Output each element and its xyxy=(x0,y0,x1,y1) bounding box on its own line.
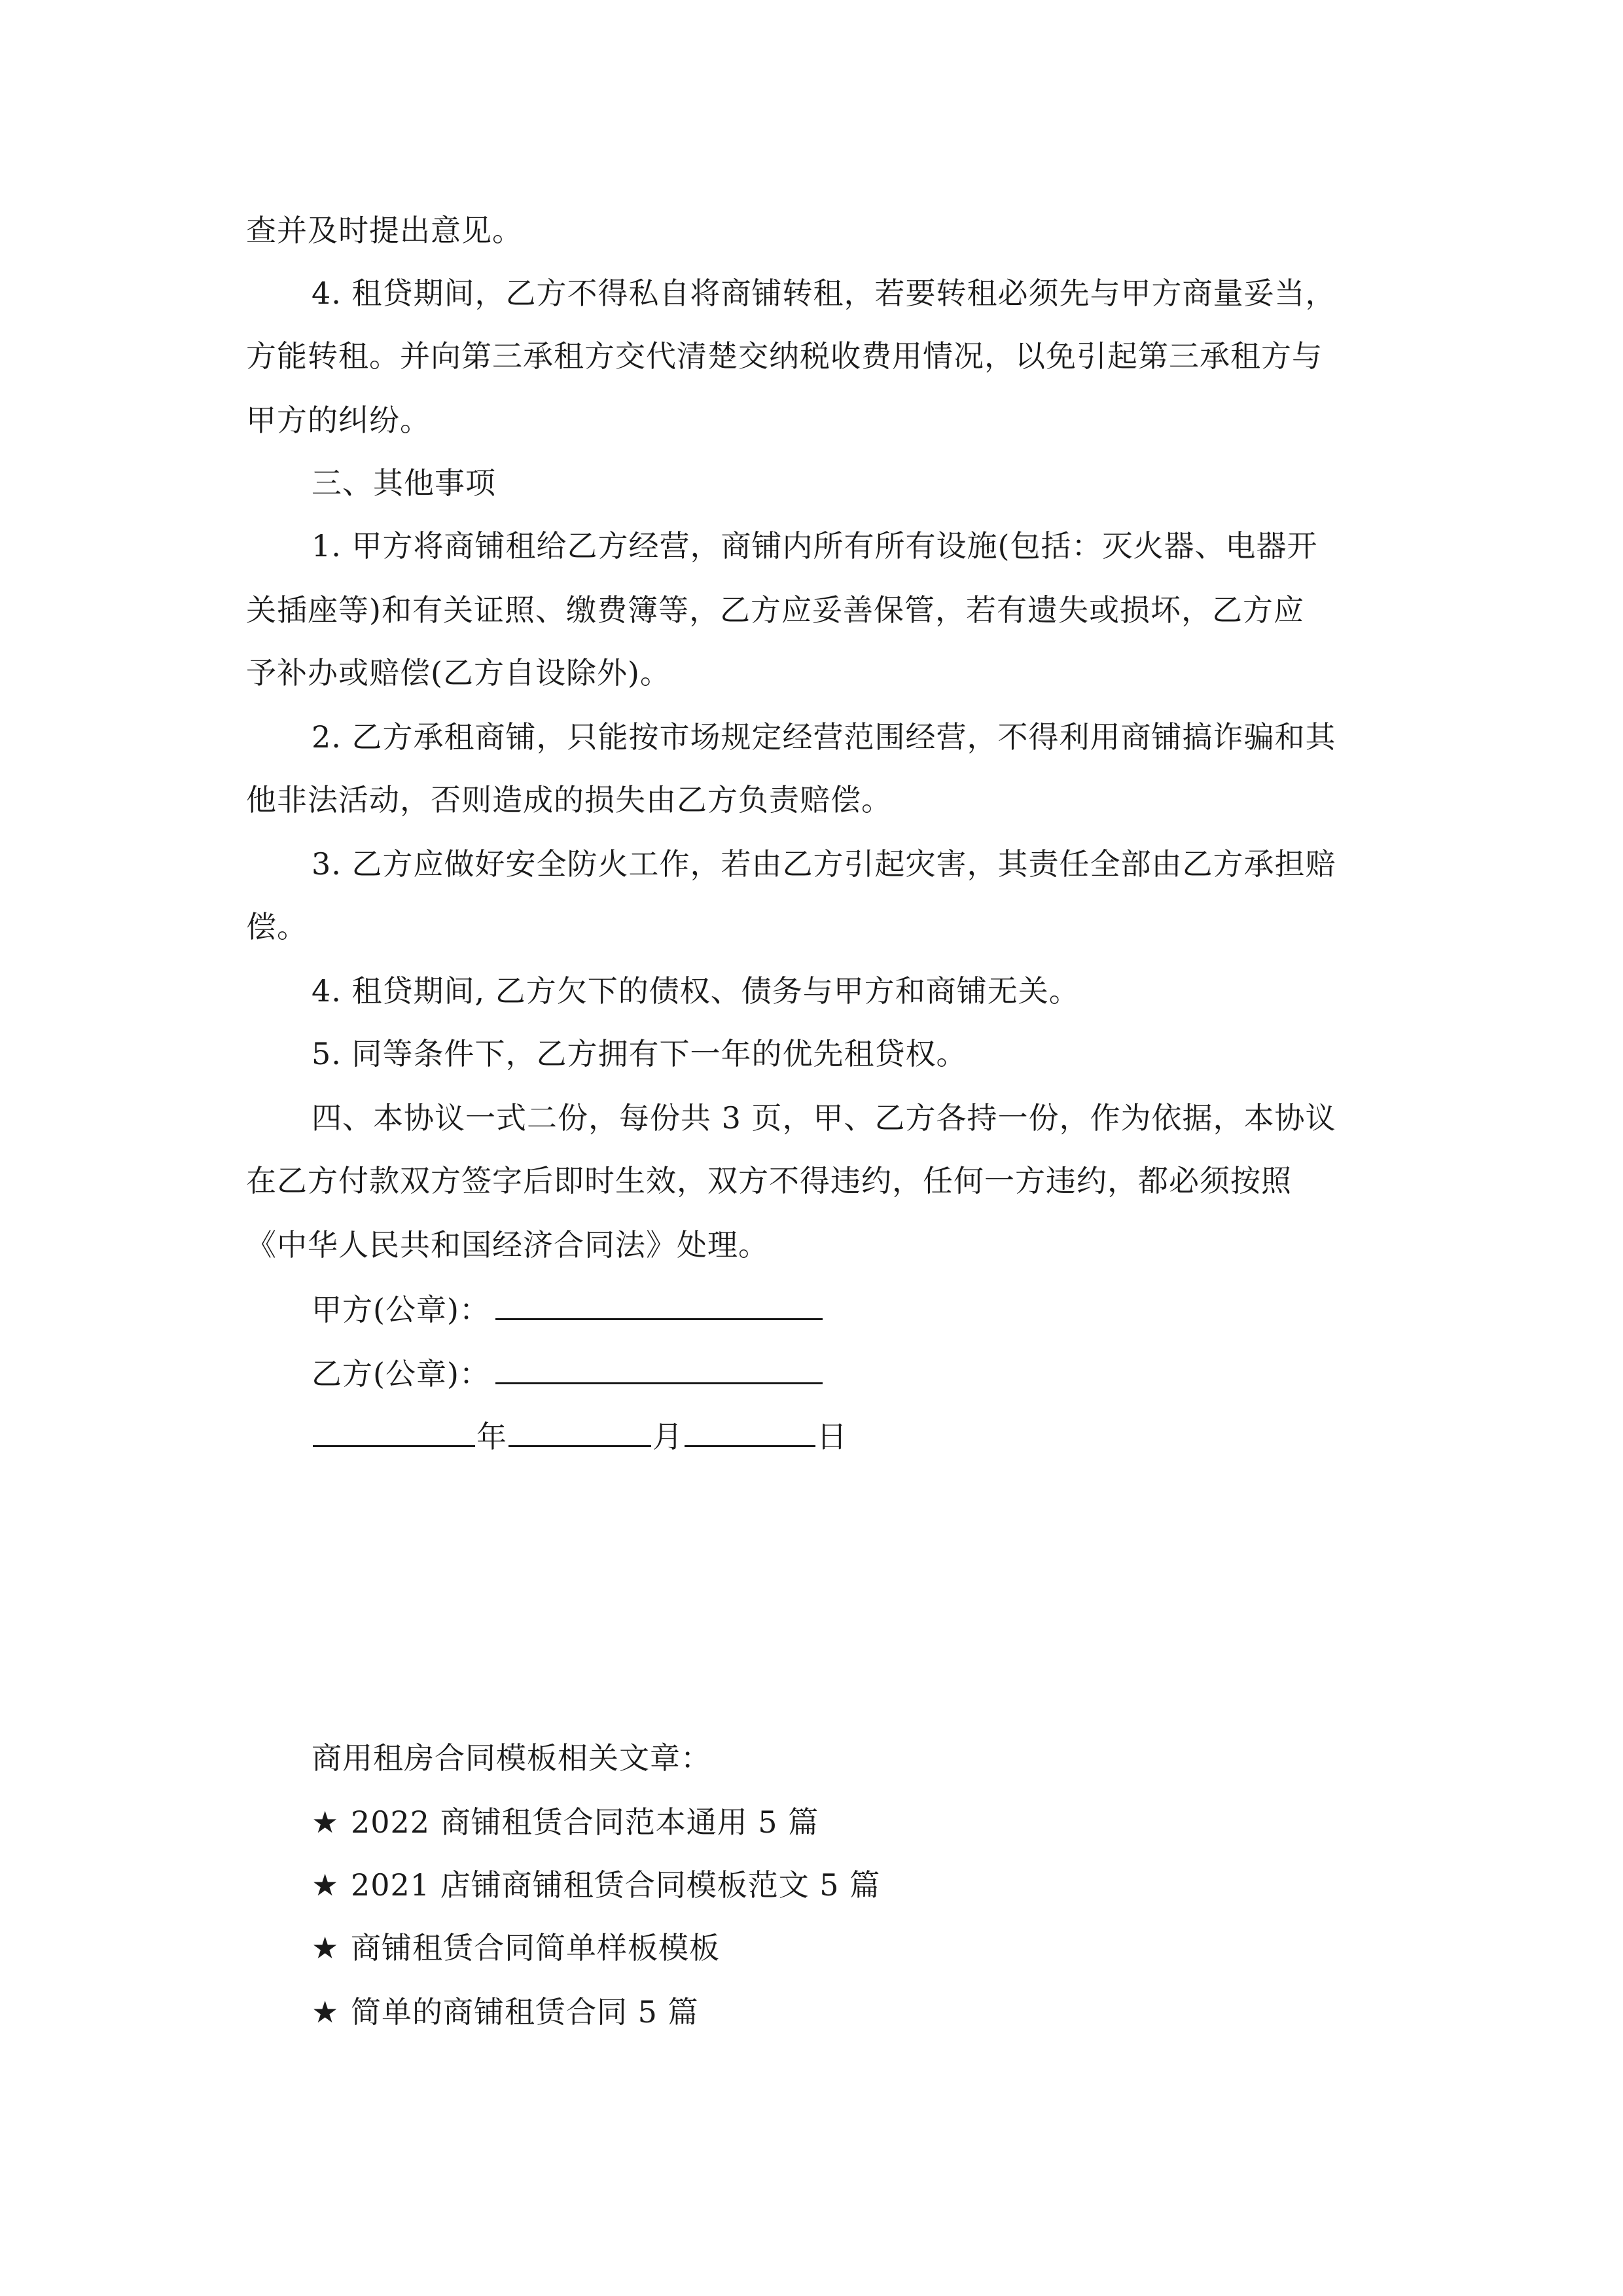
paragraph-line: 关插座等)和有关证照、缴费簿等，乙方应妥善保管，若有遗失或损坏，乙方应 xyxy=(246,592,1304,628)
related-heading: 商用租房合同模板相关文章： xyxy=(312,1740,711,1776)
star-icon: ★ xyxy=(312,1867,340,1903)
month-label: 月 xyxy=(652,1419,683,1454)
party-a-label: 甲方(公章)： xyxy=(312,1292,490,1327)
month-blank xyxy=(508,1415,651,1447)
paragraph-line: 4. 租贷期间，乙方不得私自将商铺转租，若要转租必须先与甲方商量妥当， xyxy=(312,276,1336,311)
paragraph-line: 2. 乙方承租商铺，只能按市场规定经营范围经营，不得利用商铺搞诈骗和其 xyxy=(312,719,1336,755)
star-icon: ★ xyxy=(312,1930,340,1965)
related-article-link[interactable] xyxy=(312,1865,880,1905)
paragraph-line: 甲方的纠纷。 xyxy=(246,403,431,438)
year-label: 年 xyxy=(476,1419,507,1454)
paragraph-line: 1. 甲方将商铺租给乙方经营，商铺内所有所有设施(包括：灭火器、电器开 xyxy=(312,528,1318,564)
party-a-blank xyxy=(495,1288,823,1320)
paragraph-line: 5. 同等条件下，乙方拥有下一年的优先租贷权。 xyxy=(312,1036,967,1071)
party-b-label: 乙方(公章)： xyxy=(312,1356,490,1391)
star-icon: ★ xyxy=(312,1994,340,2030)
paragraph-line: 3. 乙方应做好安全防火工作，若由乙方引起灾害，其责任全部由乙方承担赔 xyxy=(312,846,1336,882)
paragraph-line: 《中华人民共和国经济合同法》处理。 xyxy=(246,1227,769,1263)
paragraph-line: 四、本协议一式二份，每份共 3 页，甲、乙方各持一份，作为依据，本协议 xyxy=(312,1100,1336,1136)
signature-date xyxy=(312,1415,847,1456)
year-blank xyxy=(313,1415,475,1447)
signature-party-a xyxy=(312,1288,824,1329)
paragraph-line: 4. 租贷期间, 乙方欠下的债权、债务与甲方和商铺无关。 xyxy=(312,973,1080,1009)
signature-party-b xyxy=(312,1352,824,1393)
section-heading: 三、其他事项 xyxy=(312,465,496,501)
paragraph-line: 查并及时提出意见。 xyxy=(246,213,523,248)
related-article-link[interactable] xyxy=(312,1992,699,2032)
paragraph-line: 方能转租。并向第三承租方交代清楚交纳税收费用情况，以免引起第三承租方与 xyxy=(246,338,1323,374)
related-article-title: 2021 店铺商铺租赁合同模板范文 5 篇 xyxy=(351,1867,881,1903)
related-article-link[interactable] xyxy=(312,1803,819,1842)
party-b-blank xyxy=(495,1352,823,1384)
star-icon: ★ xyxy=(312,1804,340,1840)
related-article-title: 简单的商铺租赁合同 5 篇 xyxy=(351,1994,699,2030)
related-article-link[interactable] xyxy=(312,1928,720,1967)
paragraph-line: 予补办或赔偿(乙方自设除外)。 xyxy=(246,655,671,691)
paragraph-line: 他非法活动，否则造成的损失由乙方负责赔偿。 xyxy=(246,782,892,817)
paragraph-line: 在乙方付款双方签字后即时生效，双方不得违约，任何一方违约，都必须按照 xyxy=(246,1163,1292,1198)
paragraph-line: 偿。 xyxy=(246,909,308,944)
day-label: 日 xyxy=(817,1419,847,1454)
day-blank xyxy=(685,1415,815,1447)
related-article-title: 商铺租赁合同简单样板模板 xyxy=(351,1930,720,1965)
related-article-title: 2022 商铺租赁合同范本通用 5 篇 xyxy=(351,1804,819,1840)
